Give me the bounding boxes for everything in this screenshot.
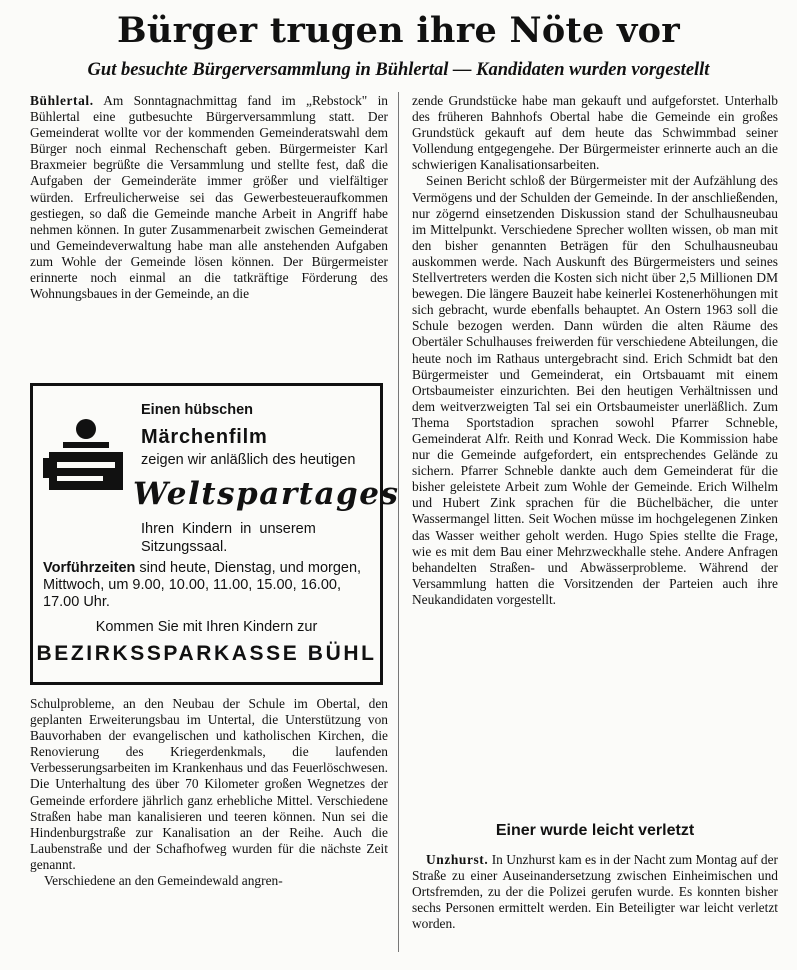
article-headline: Bürger trugen ihre Nöte vor xyxy=(116,10,681,51)
ad-showtimes-label: Vorführzeiten xyxy=(43,560,136,576)
ad-showtimes xyxy=(43,560,368,611)
ad-occasion: zeigen wir anläßlich des heutigen xyxy=(141,452,356,468)
article-subheadline: Gut besuchte Bürgerversammlung in Bühlertal — Kandidaten wurden vorgestellt xyxy=(87,60,710,80)
left-column-bottom xyxy=(30,696,388,889)
left-column-top xyxy=(30,93,388,302)
paragraph-text: In Unzhurst kam es in der Nacht zum Montag auf der Straße zu einer Auseinandersetzung zwischen Einheimischen und Ortsfremden, zu der die Polizei gerufen wurde. Es konnten bisher sechs Personen ermittelt werden. Ein Beteiligter war leicht verletzt worden. xyxy=(412,852,779,932)
advertisement-box xyxy=(30,383,400,685)
dateline-place: Unzhurst. xyxy=(426,852,489,867)
ad-bank-name: BEZIRKSSPARKASSE BÜHL xyxy=(36,642,377,665)
savings-bank-logo-icon xyxy=(43,416,129,496)
ad-audience: Ihren Kindern in unserem Sitzungssaal. xyxy=(141,521,316,555)
ad-intro: Einen hübschen xyxy=(141,402,253,418)
paragraph-text: Am Sonntagnachmittag fand im „Rebstock" in Bühlertal eine gutbesuchte Bürgerversammlung statt. Der Gemeinderat wollte vor der kommenden Gemeinderatswahl dem Bürger noch einmal Rechenschaft geben. Bürgermeister Karl Braxmeier begrüßte die Versammlung und stellte fest, daß die Aufgaben der Gemeinderäte immer größer und vielfältiger würden. Erfreulicherweise sei das Gewerbesteueraufkommen gestiegen, so daß die Gemeinde manche Arbeit in Angriff habe nehmen können. In guter Zusammenarbeit zwischen Gemeinderat und Gemeindeverwaltung habe man alle anstehenden Aufgaben zum Wohle der Gemeinde lösen können. Der Bürgermeister erinnerte noch einmal an die tatkräftige Förderung des Wohnungsbaues in der Gemeinde, an die xyxy=(30,93,388,302)
dateline-place: Bühlertal. xyxy=(30,93,94,108)
ad-showtimes-text: sind heute, Dienstag, und morgen, Mittwoch, um 9.00, 10.00, 11.00, 15.00, 16.00, 17.00 Uhr. xyxy=(43,560,362,610)
ad-film-title: Märchenfilm xyxy=(141,426,268,448)
column-divider xyxy=(398,92,399,952)
second-article-body xyxy=(412,852,778,932)
ad-event-title: Weltspartages xyxy=(133,476,400,512)
paragraph-text: Seinen Bericht schloß der Bürgermeister mit der Aufzählung des Vermögens und der Schulden der Gemeinde. In der anschließenden, nur zögernd einsetzenden Diskussion stand der Schulhausneubau im Mittelpunkt. Verschiedene Sprecher wollten wissen, ob man mit den bisher genannten Beträgen für den Schulhausneubau auskommen werde. Nach Auskunft des Bürgermeisters und seines Stellvertreters werden die Kosten sich nicht über 2,5 Millionen DM bewegen. Die längere Bauzeit habe keinerlei Kostenerhöhungen mit sich gebracht, wurde ebenfalls behauptet. An Ostern 1963 soll die Schule bezogen werden. Dann würden die alten Räume des Obertäler Schulhauses freiwerden für verschiedene Abteilungen, die heute noch im Rathaus untergebracht sind. Erich Schmidt bat den Bürgermeister und Gemeinderat, ein Ortsbauamt mit einem Ortsbaumeister einzurichten. Bei den heutigen Verhältnissen und dem weitverzweigten Tal sei ein Ortsbaumeister unerläßlich. Zum Thema Sportstadion sprachen sowohl Pfarrer Schneble, Gemeinderat Alfr. Reith und Konrad Weck. Die Kommission habe nur die Gemeinde aufgefordert, ein entsprechendes Gelände zu sichern. Pfarrer Schneble dankte auch dem Gemeinderat für die bisher geleistete Arbeit zum Wohle der Gemeinde. Erich Wilhelm und Hubert Zink sprachen für die Büchelbächer, die unter Wassermangel litten. Seit Wochen müsse im hochgelegenen Zinken das Wasser weither geholt werden. Hugo Spies stellte die Frage, wie es mit dem Bau einer Mehrzweckhalle stehe. Andere Anfragen behandelten Straßen- und Abwässerprobleme. Während der Versammlung hatten die Vorsitzenden der Parteien auch ihre Neukandidaten vorgestellt. xyxy=(412,173,778,607)
paragraph-text: Schulprobleme, an den Neubau der Schule im Obertal, den geplanten Erweiterungsbau im Untertal, die Unterstützung von Bauvorhaben der evangelischen und katholischen Kirchen, die Renovierung des Kriegerdenkmals, die laufenden Verbesserungsarbeiten im Krankenhaus und das Feuerlöschwesen. Die Unterhaltung des über 70 Kilometer großen Wegnetzes der Gemeinde erfordere jährlich ganz erhebliche Mittel. Verschiedene Straßen habe man kanalisieren und teeren können. Nun sei die Hindenburgstraße zur Kanalisation an der Reihe. Auch die Laubenstraße und der Schafhofweg wurden für die nächste Zeit genannt. xyxy=(30,696,388,872)
paragraph-text: Verschiedene an den Gemeindewald angren- xyxy=(44,873,283,889)
right-column xyxy=(412,93,778,608)
paragraph-text: zende Grundstücke habe man gekauft und aufgeforstet. Unterhalb des früheren Bahnhofs Obertal habe die Gemeinde ein großes Grundstück gekauft auf dem heute das Schwimmbad seiner Vollendung entgegengehe. Der Bürgermeister erinnerte auch an die schwierigen Kanalisationsarbeiten. xyxy=(412,93,778,173)
ad-invitation: Kommen Sie mit Ihren Kindern zur xyxy=(95,619,318,635)
second-article-headline: Einer wurde leicht verletzt xyxy=(495,822,695,839)
